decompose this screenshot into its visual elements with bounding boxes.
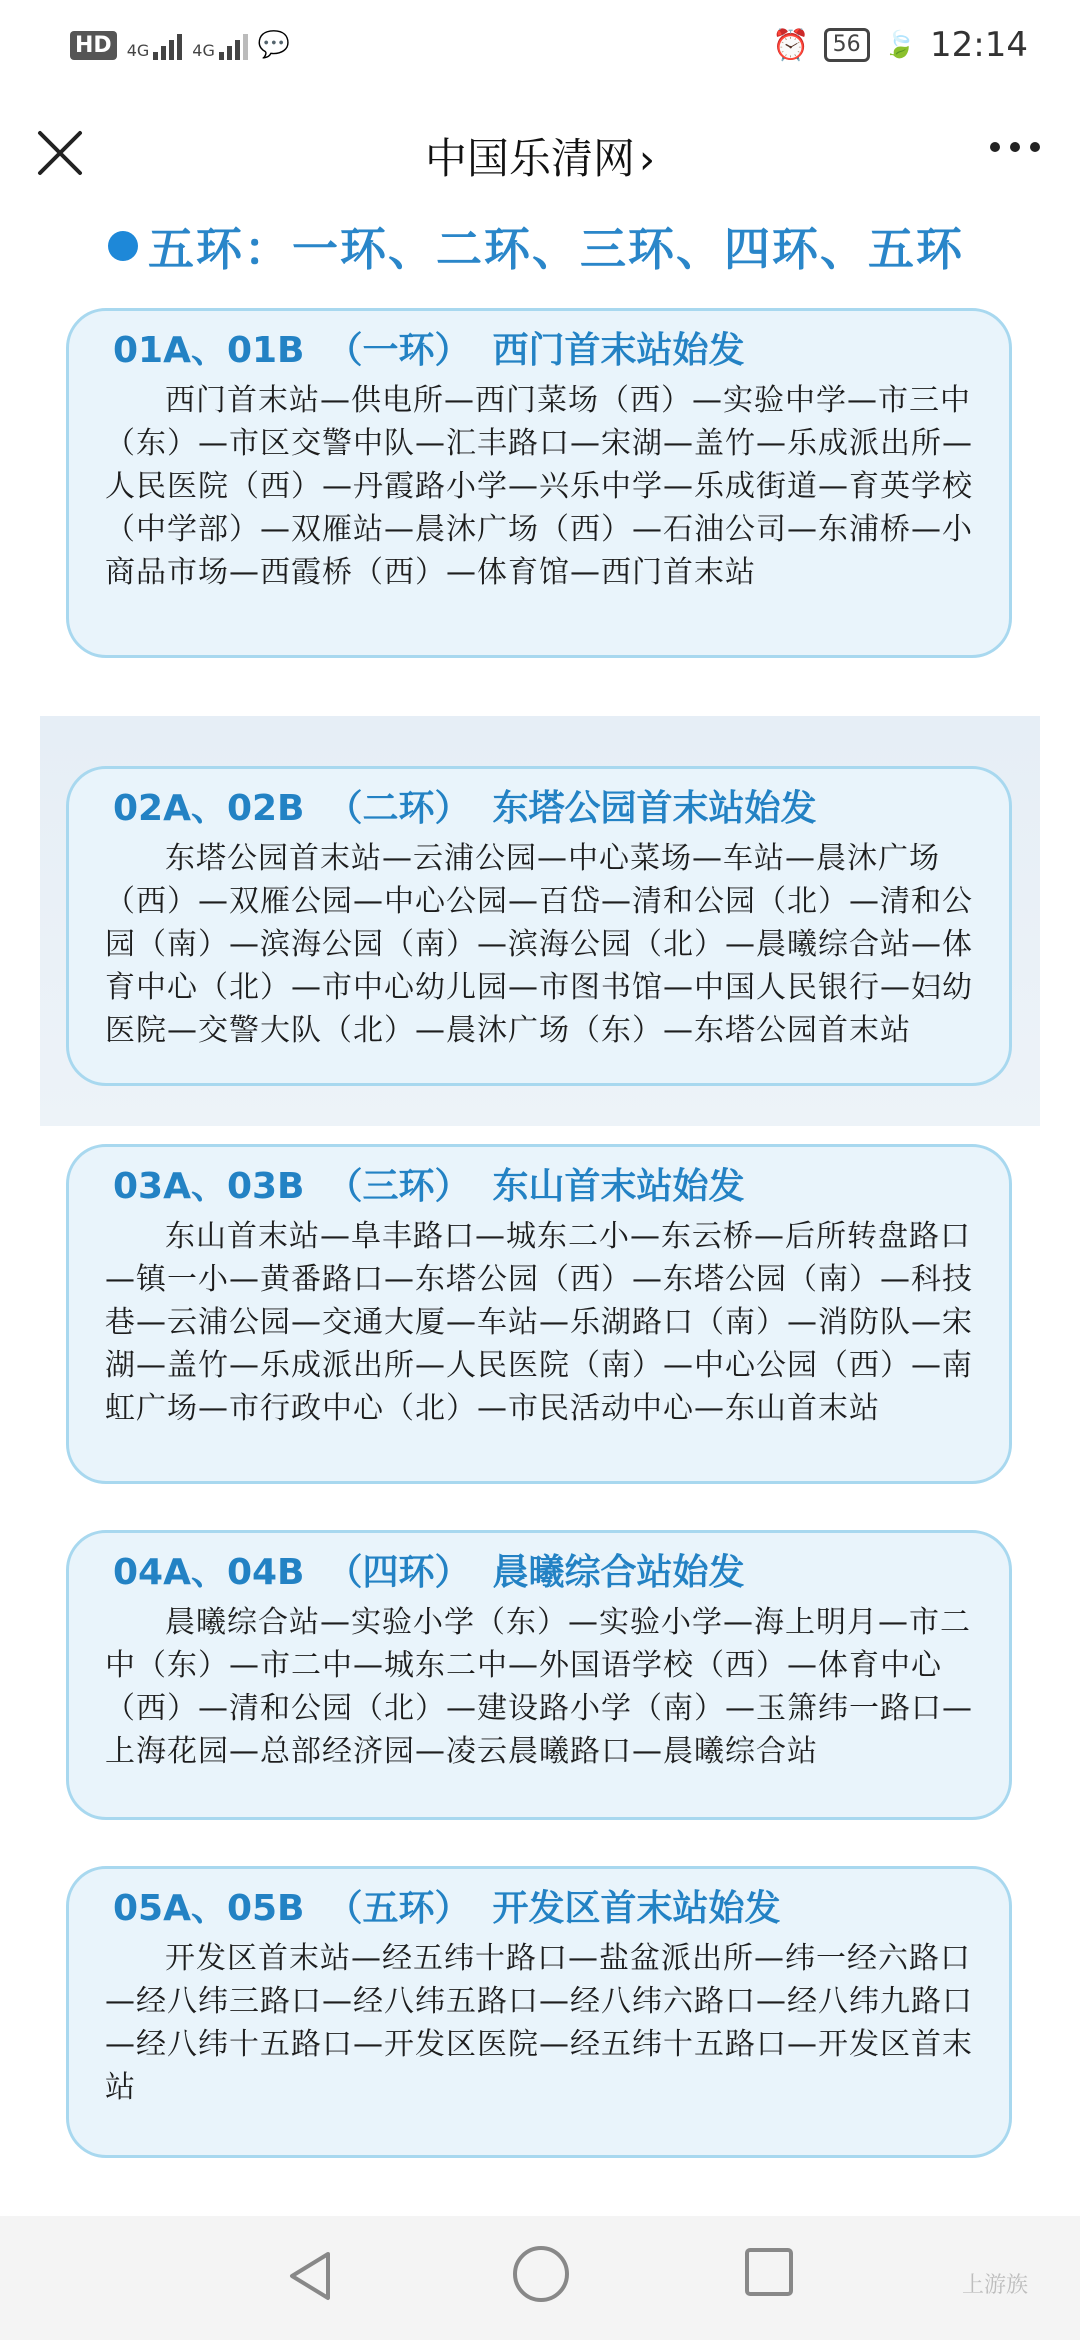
back-icon[interactable]: [282, 2246, 338, 2310]
route-title: [105, 783, 979, 835]
route-card: [66, 1144, 1012, 1484]
route-depart: 晨曦综合站始发: [492, 1552, 745, 1593]
route-depart: 东塔公园首末站始发: [492, 788, 817, 829]
route-stops: 晨曦综合站—实验小学（东）—实验小学—海上明月—市二中（东）—市二中—城东二中—外国语学校（西）—体育中心（西）—清和公园（北）—建设路小学（南）—玉箫纬一路口—上海花园—总部经济园—凌云晨曦路口—晨曦综合站: [105, 1605, 973, 1769]
route-ring: （三环）: [326, 1166, 471, 1207]
route-depart: 西门首末站始发: [492, 330, 745, 371]
signal-icon: [153, 30, 182, 60]
watermark: 上游族: [962, 2273, 1029, 2298]
route-title: [105, 1883, 979, 1935]
chevron-right-icon: ›: [639, 137, 655, 183]
wechat-icon: 💬: [257, 30, 291, 60]
navigation-bar: [0, 2216, 1080, 2340]
sim2-label: 4G: [192, 41, 215, 60]
route-ring: （五环）: [326, 1888, 471, 1929]
route-stops: 开发区首末站—经五纬十路口—盐盆派出所—纬一经六路口—经八纬三路口—经八纬五路口—经八纬六路口—经八纬九路口—经八纬十五路口—开发区医院—经五纬十五路口—开发区首末站: [105, 1941, 973, 2105]
route-ring: （二环）: [326, 788, 471, 829]
status-right: [772, 20, 1028, 70]
hd-badge: HD: [70, 31, 117, 60]
section-heading-text: 五环：一环、二环、三环、四环、五环: [148, 222, 964, 276]
route-card: [66, 1866, 1012, 2158]
section-heading: [108, 216, 964, 276]
route-code: 04A、04B: [113, 1552, 305, 1593]
route-card: [66, 766, 1012, 1086]
sim1-label: 4G: [126, 41, 150, 60]
title-bar: [0, 90, 1080, 217]
route-stops: 东山首末站—阜丰路口—城东二小—东云桥—后所转盘路口—镇一小—黄番路口—东塔公园（西）—东塔公园（南）—科技巷—云浦公园—交通大厦—车站—乐湖路口（南）—消防队—宋湖—盖竹—乐成派出所—人民医院（南）—中心公园（西）—南虹广场—市行政中心（北）—市民活动中心—东山首末站: [105, 1219, 973, 1426]
home-icon[interactable]: [513, 2246, 569, 2302]
route-card: [66, 308, 1012, 658]
sim1-signal: [127, 30, 183, 60]
route-ring: （四环）: [326, 1552, 471, 1593]
route-title: [105, 325, 979, 377]
leaf-icon: 🍃: [883, 30, 917, 60]
route-depart: 东山首末站始发: [492, 1166, 745, 1207]
route-card: [66, 1530, 1012, 1820]
route-code: 01A、01B: [113, 330, 305, 371]
route-code: 03A、03B: [113, 1166, 305, 1207]
route-title: [105, 1161, 979, 1213]
status-bar: [0, 0, 1080, 90]
article-content: [0, 216, 1080, 2216]
clock: 12:14: [930, 25, 1028, 65]
route-stops: 西门首末站—供电所—西门菜场（西）—实验中学—市三中（东）—市区交警中队—汇丰路口—宋湖—盖竹—乐成派出所—人民医院（西）—丹霞路小学—兴乐中学—乐成街道—育英学校（中学部）—双雁站—晨沐广场（西）—石油公司—东浦桥—小商品市场—西霞桥（西）—体育馆—西门首末站: [105, 383, 973, 590]
battery-icon: 56: [824, 28, 870, 62]
signal-icon: [219, 30, 248, 60]
sim2-signal: [192, 30, 248, 60]
bullet-dot: [108, 231, 138, 261]
status-left: [70, 22, 290, 68]
page-title[interactable]: [0, 126, 1080, 186]
recents-icon[interactable]: [745, 2248, 793, 2296]
route-code: 02A、02B: [113, 788, 305, 829]
route-depart: 开发区首末站始发: [492, 1888, 781, 1929]
route-ring: （一环）: [326, 330, 471, 371]
route-title: [105, 1547, 979, 1599]
more-icon[interactable]: [990, 142, 1040, 152]
route-stops: 东塔公园首末站—云浦公园—中心菜场—车站—晨沐广场（西）—双雁公园—中心公园—百岱—清和公园（北）—清和公园（南）—滨海公园（南）—滨海公园（北）—晨曦综合站—体育中心（北）—市中心幼儿园—市图书馆—中国人民银行—妇幼医院—交警大队（北）—晨沐广场（东）—东塔公园首末站: [105, 841, 973, 1048]
page-title-text: 中国乐清网: [424, 134, 635, 183]
alarm-icon: ⏰: [772, 27, 810, 63]
route-code: 05A、05B: [113, 1888, 305, 1929]
